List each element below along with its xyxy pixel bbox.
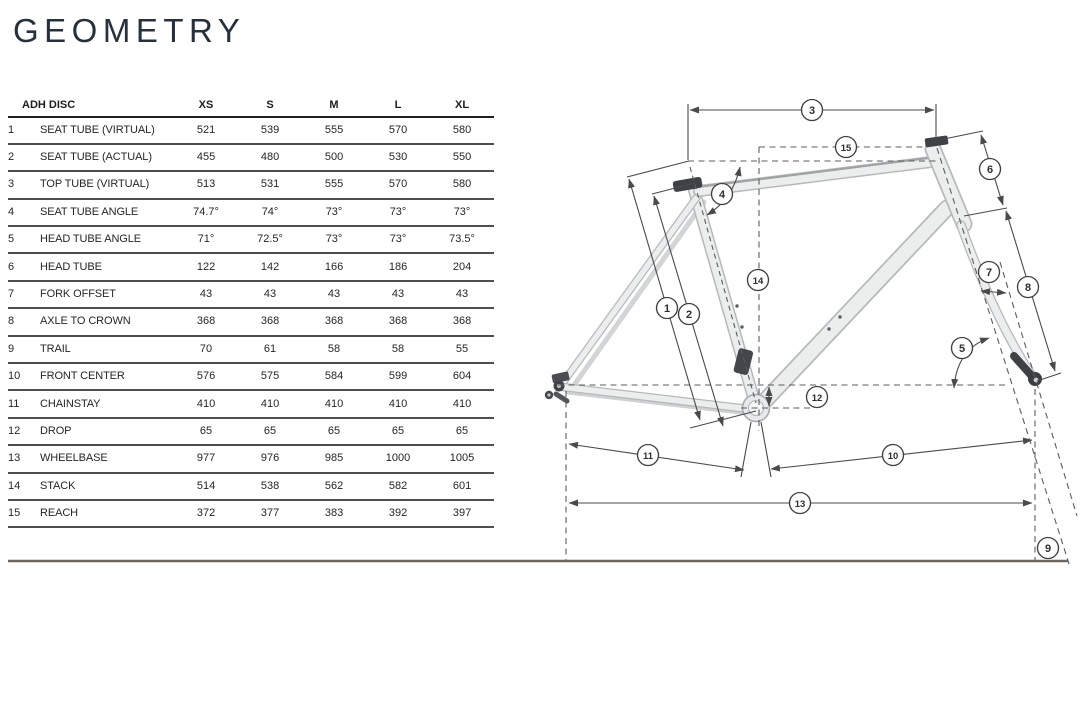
row-value: 410	[430, 390, 494, 417]
row-value: 977	[174, 445, 238, 472]
callout-number: 4	[718, 188, 726, 201]
row-value: 58	[302, 336, 366, 363]
row-value: 576	[174, 363, 238, 390]
bottle-boss	[740, 325, 743, 328]
row-value: 550	[430, 144, 494, 171]
row-value: 570	[366, 171, 430, 198]
size-column-header: L	[366, 96, 430, 117]
row-value: 74°	[238, 199, 302, 226]
row-value: 204	[430, 253, 494, 280]
row-value: 521	[174, 117, 238, 144]
row-value: 65	[430, 418, 494, 445]
row-value: 61	[238, 336, 302, 363]
row-value: 73°	[366, 226, 430, 253]
row-value: 73°	[302, 199, 366, 226]
row-value: 65	[366, 418, 430, 445]
row-value: 1005	[430, 445, 494, 472]
row-value: 410	[238, 390, 302, 417]
fork	[958, 225, 1033, 377]
page-title: GEOMETRY	[13, 12, 246, 49]
row-value: 584	[302, 363, 366, 390]
model-name-header: ADH DISC	[8, 96, 174, 117]
row-value: 43	[366, 281, 430, 308]
row-number: 11	[8, 390, 40, 417]
callout-number: 14	[752, 275, 764, 287]
row-label: HEAD TUBE	[40, 253, 174, 280]
fork-axle-axis	[1000, 262, 1077, 516]
row-value: 43	[238, 281, 302, 308]
row-label: CHAINSTAY	[40, 390, 174, 417]
bottle-boss	[735, 304, 738, 307]
row-value: 1000	[366, 445, 430, 472]
row-value: 43	[174, 281, 238, 308]
row-value: 397	[430, 500, 494, 527]
dimension-callout	[638, 445, 659, 466]
row-label: SEAT TUBE (VIRTUAL)	[40, 117, 174, 144]
row-value: 122	[174, 253, 238, 280]
row-value: 539	[238, 117, 302, 144]
row-number: 14	[8, 473, 40, 500]
row-number: 5	[8, 226, 40, 253]
row-value: 186	[366, 253, 430, 280]
row-number: 13	[8, 445, 40, 472]
row-value: 368	[302, 308, 366, 335]
row-value: 410	[366, 390, 430, 417]
callout-number: 3	[808, 104, 816, 117]
row-number: 4	[8, 199, 40, 226]
dimension-callout	[836, 137, 857, 158]
dimension-callout	[883, 445, 904, 466]
row-value: 368	[430, 308, 494, 335]
row-value: 530	[366, 144, 430, 171]
row-label: SEAT TUBE ANGLE	[40, 199, 174, 226]
row-value: 392	[366, 500, 430, 527]
row-value: 65	[302, 418, 366, 445]
row-value: 575	[238, 363, 302, 390]
row-value: 410	[302, 390, 366, 417]
callout-number: 7	[985, 266, 993, 279]
row-value: 58	[366, 336, 430, 363]
callout-number: 13	[794, 498, 806, 510]
dimension-callout	[952, 338, 973, 359]
size-column-header: M	[302, 96, 366, 117]
row-label: TOP TUBE (VIRTUAL)	[40, 171, 174, 198]
row-value: 166	[302, 253, 366, 280]
row-value: 580	[430, 117, 494, 144]
row-value: 142	[238, 253, 302, 280]
row-label: TRAIL	[40, 336, 174, 363]
bottle-boss	[827, 327, 830, 330]
row-value: 500	[302, 144, 366, 171]
dimension-callout	[980, 159, 1001, 180]
row-value: 513	[174, 171, 238, 198]
row-value: 555	[302, 171, 366, 198]
row-label: FRONT CENTER	[40, 363, 174, 390]
row-value: 480	[238, 144, 302, 171]
callout-number: 6	[986, 163, 994, 176]
callout-number: 10	[887, 450, 899, 462]
row-value: 383	[302, 500, 366, 527]
row-value: 72.5°	[238, 226, 302, 253]
seat-stay	[562, 197, 697, 384]
row-number: 15	[8, 500, 40, 527]
row-value: 368	[238, 308, 302, 335]
row-value: 43	[302, 281, 366, 308]
row-value: 531	[238, 171, 302, 198]
row-value: 372	[174, 500, 238, 527]
row-value: 368	[174, 308, 238, 335]
row-label: HEAD TUBE ANGLE	[40, 226, 174, 253]
row-label: REACH	[40, 500, 174, 527]
row-value: 73.5°	[430, 226, 494, 253]
row-value: 377	[238, 500, 302, 527]
row-value: 580	[430, 171, 494, 198]
row-value: 43	[430, 281, 494, 308]
headset-cap	[925, 135, 949, 147]
row-number: 9	[8, 336, 40, 363]
derailleur-hanger	[556, 394, 567, 401]
row-label: DROP	[40, 418, 174, 445]
row-number: 3	[8, 171, 40, 198]
row-label: FORK OFFSET	[40, 281, 174, 308]
dimension-callout	[1038, 538, 1059, 559]
row-value: 985	[302, 445, 366, 472]
callout-number: 9	[1044, 542, 1052, 555]
row-value: 65	[238, 418, 302, 445]
row-value: 976	[238, 445, 302, 472]
row-value: 410	[174, 390, 238, 417]
row-value: 538	[238, 473, 302, 500]
dimension-callout	[679, 304, 700, 325]
dimension-callout	[712, 184, 733, 205]
row-value: 455	[174, 144, 238, 171]
dimension-callout	[790, 493, 811, 514]
row-number: 7	[8, 281, 40, 308]
size-column-header: XL	[430, 96, 494, 117]
row-value: 570	[366, 117, 430, 144]
callout-number: 2	[685, 308, 693, 321]
size-column-header: S	[238, 96, 302, 117]
chain-stay	[563, 387, 757, 410]
row-label: STACK	[40, 473, 174, 500]
dimension-callout	[657, 298, 678, 319]
dimension-callout	[807, 387, 828, 408]
callout-number: 15	[840, 142, 852, 154]
row-value: 601	[430, 473, 494, 500]
row-number: 10	[8, 363, 40, 390]
row-value: 73°	[366, 199, 430, 226]
row-value: 74.7°	[174, 199, 238, 226]
callout-number: 5	[958, 342, 966, 355]
row-value: 599	[366, 363, 430, 390]
dimension-callout	[748, 270, 769, 291]
row-value: 70	[174, 336, 238, 363]
callout-number: 11	[642, 450, 654, 462]
row-number: 2	[8, 144, 40, 171]
row-value: 562	[302, 473, 366, 500]
top-tube	[699, 161, 939, 191]
callout-number: 8	[1024, 281, 1032, 294]
row-value: 604	[430, 363, 494, 390]
row-value: 368	[366, 308, 430, 335]
row-label: SEAT TUBE (ACTUAL)	[40, 144, 174, 171]
row-label: WHEELBASE	[40, 445, 174, 472]
callout-number: 1	[663, 302, 671, 315]
row-number: 6	[8, 253, 40, 280]
row-value: 514	[174, 473, 238, 500]
row-value: 55	[430, 336, 494, 363]
down-tube	[760, 208, 947, 406]
row-label: AXLE TO CROWN	[40, 308, 174, 335]
row-value: 73°	[430, 199, 494, 226]
row-value: 71°	[174, 226, 238, 253]
callout-number: 12	[811, 392, 823, 404]
bottle-boss	[838, 315, 841, 318]
dimension-callout	[1018, 277, 1039, 298]
row-value: 582	[366, 473, 430, 500]
dimension-callout	[802, 100, 823, 121]
row-number: 12	[8, 418, 40, 445]
row-number: 1	[8, 117, 40, 144]
row-number: 8	[8, 308, 40, 335]
row-value: 73°	[302, 226, 366, 253]
row-value: 555	[302, 117, 366, 144]
row-value: 65	[174, 418, 238, 445]
size-column-header: XS	[174, 96, 238, 117]
dimension-callout	[979, 262, 1000, 283]
